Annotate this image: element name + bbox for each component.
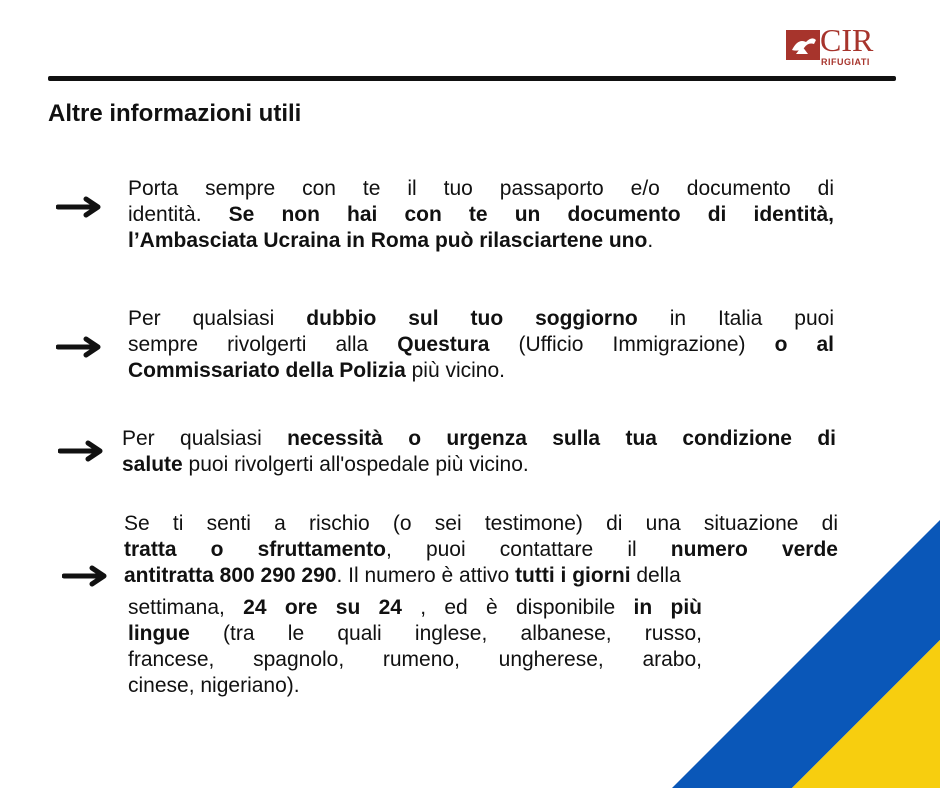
right-arrow-icon — [62, 565, 108, 587]
info-trafficking — [124, 511, 838, 589]
right-arrow-icon — [56, 196, 102, 218]
info-passport — [128, 176, 834, 254]
text-run: sempre rivolgerti alla — [128, 333, 398, 356]
text-line — [128, 358, 834, 384]
text-run: Per qualsiasi — [122, 427, 288, 450]
text-run: settimana, — [128, 596, 244, 619]
text-line — [128, 306, 834, 332]
bold-text: Commissariato della Polizia — [128, 359, 406, 382]
text-line — [124, 563, 838, 589]
bold-text: salute — [122, 453, 183, 476]
text-line — [128, 202, 834, 228]
text-line — [128, 332, 834, 358]
bold-text: Se non hai con te un documento di identità, — [228, 203, 834, 226]
right-arrow-icon — [58, 440, 104, 462]
bold-text: tutti i giorni — [515, 564, 631, 587]
bold-text: antitratta 800 290 290 — [124, 564, 337, 587]
text-run: (Ufficio Immigrazione) — [489, 333, 775, 356]
info-trafficking-continued — [128, 595, 702, 699]
text-run: (tra le quali inglese, albanese, russo, — [189, 622, 702, 645]
bold-text: l’Ambasciata Ucraina in Roma può rilasciartene uno — [128, 229, 648, 252]
cir-logo — [786, 22, 906, 70]
text-run: puoi rivolgerti all'ospedale più vicino. — [182, 453, 529, 476]
text-line — [128, 673, 702, 699]
page-title: Altre informazioni utili — [48, 100, 302, 127]
text-run: cinese, nigeriano). — [128, 674, 300, 697]
text-run: in Italia puoi — [637, 307, 834, 330]
bold-text: tratta o sfruttamento — [124, 538, 386, 561]
bold-text: 24 ore su 24 — [243, 596, 402, 619]
text-line — [128, 647, 702, 673]
text-line — [124, 511, 838, 537]
bold-text: Questura — [397, 333, 490, 356]
text-line — [128, 595, 702, 621]
text-run: Per qualsiasi — [128, 307, 307, 330]
text-run: . Il numero è attivo — [336, 564, 516, 587]
text-line — [122, 426, 836, 452]
bold-text: dubbio sul tuo soggiorno — [306, 307, 638, 330]
right-arrow-icon — [56, 336, 102, 358]
text-line — [124, 537, 838, 563]
info-residence — [128, 306, 834, 384]
cir-logo-icon — [786, 28, 820, 62]
text-run: Porta sempre con te il tuo passaporto e/o documento di — [128, 177, 834, 200]
text-line — [128, 176, 834, 202]
text-line — [128, 228, 834, 254]
logo-wordmark: CIR — [820, 22, 874, 58]
text-run: identità. — [128, 203, 229, 226]
text-line — [122, 452, 836, 478]
text-run: più vicino. — [405, 359, 505, 382]
text-run: , puoi contattare il — [385, 538, 671, 561]
text-run: della — [630, 564, 681, 587]
bold-text: numero verde — [670, 538, 838, 561]
bold-text: lingue — [128, 622, 190, 645]
info-health — [122, 426, 836, 478]
text-run: . — [647, 229, 654, 252]
text-line — [128, 621, 702, 647]
text-run: , ed è disponibile — [401, 596, 634, 619]
header-divider — [48, 76, 896, 81]
text-run: francese, spagnolo, rumeno, ungherese, arabo, — [128, 648, 702, 671]
bold-text: o al — [774, 333, 834, 356]
text-run: Se ti senti a rischio (o sei testimone) di una situazione di — [124, 512, 838, 535]
logo-subtitle: RIFUGIATI — [821, 57, 870, 67]
bold-text: necessità o urgenza sulla tua condizione di — [287, 427, 836, 450]
bold-text: in più — [633, 596, 702, 619]
